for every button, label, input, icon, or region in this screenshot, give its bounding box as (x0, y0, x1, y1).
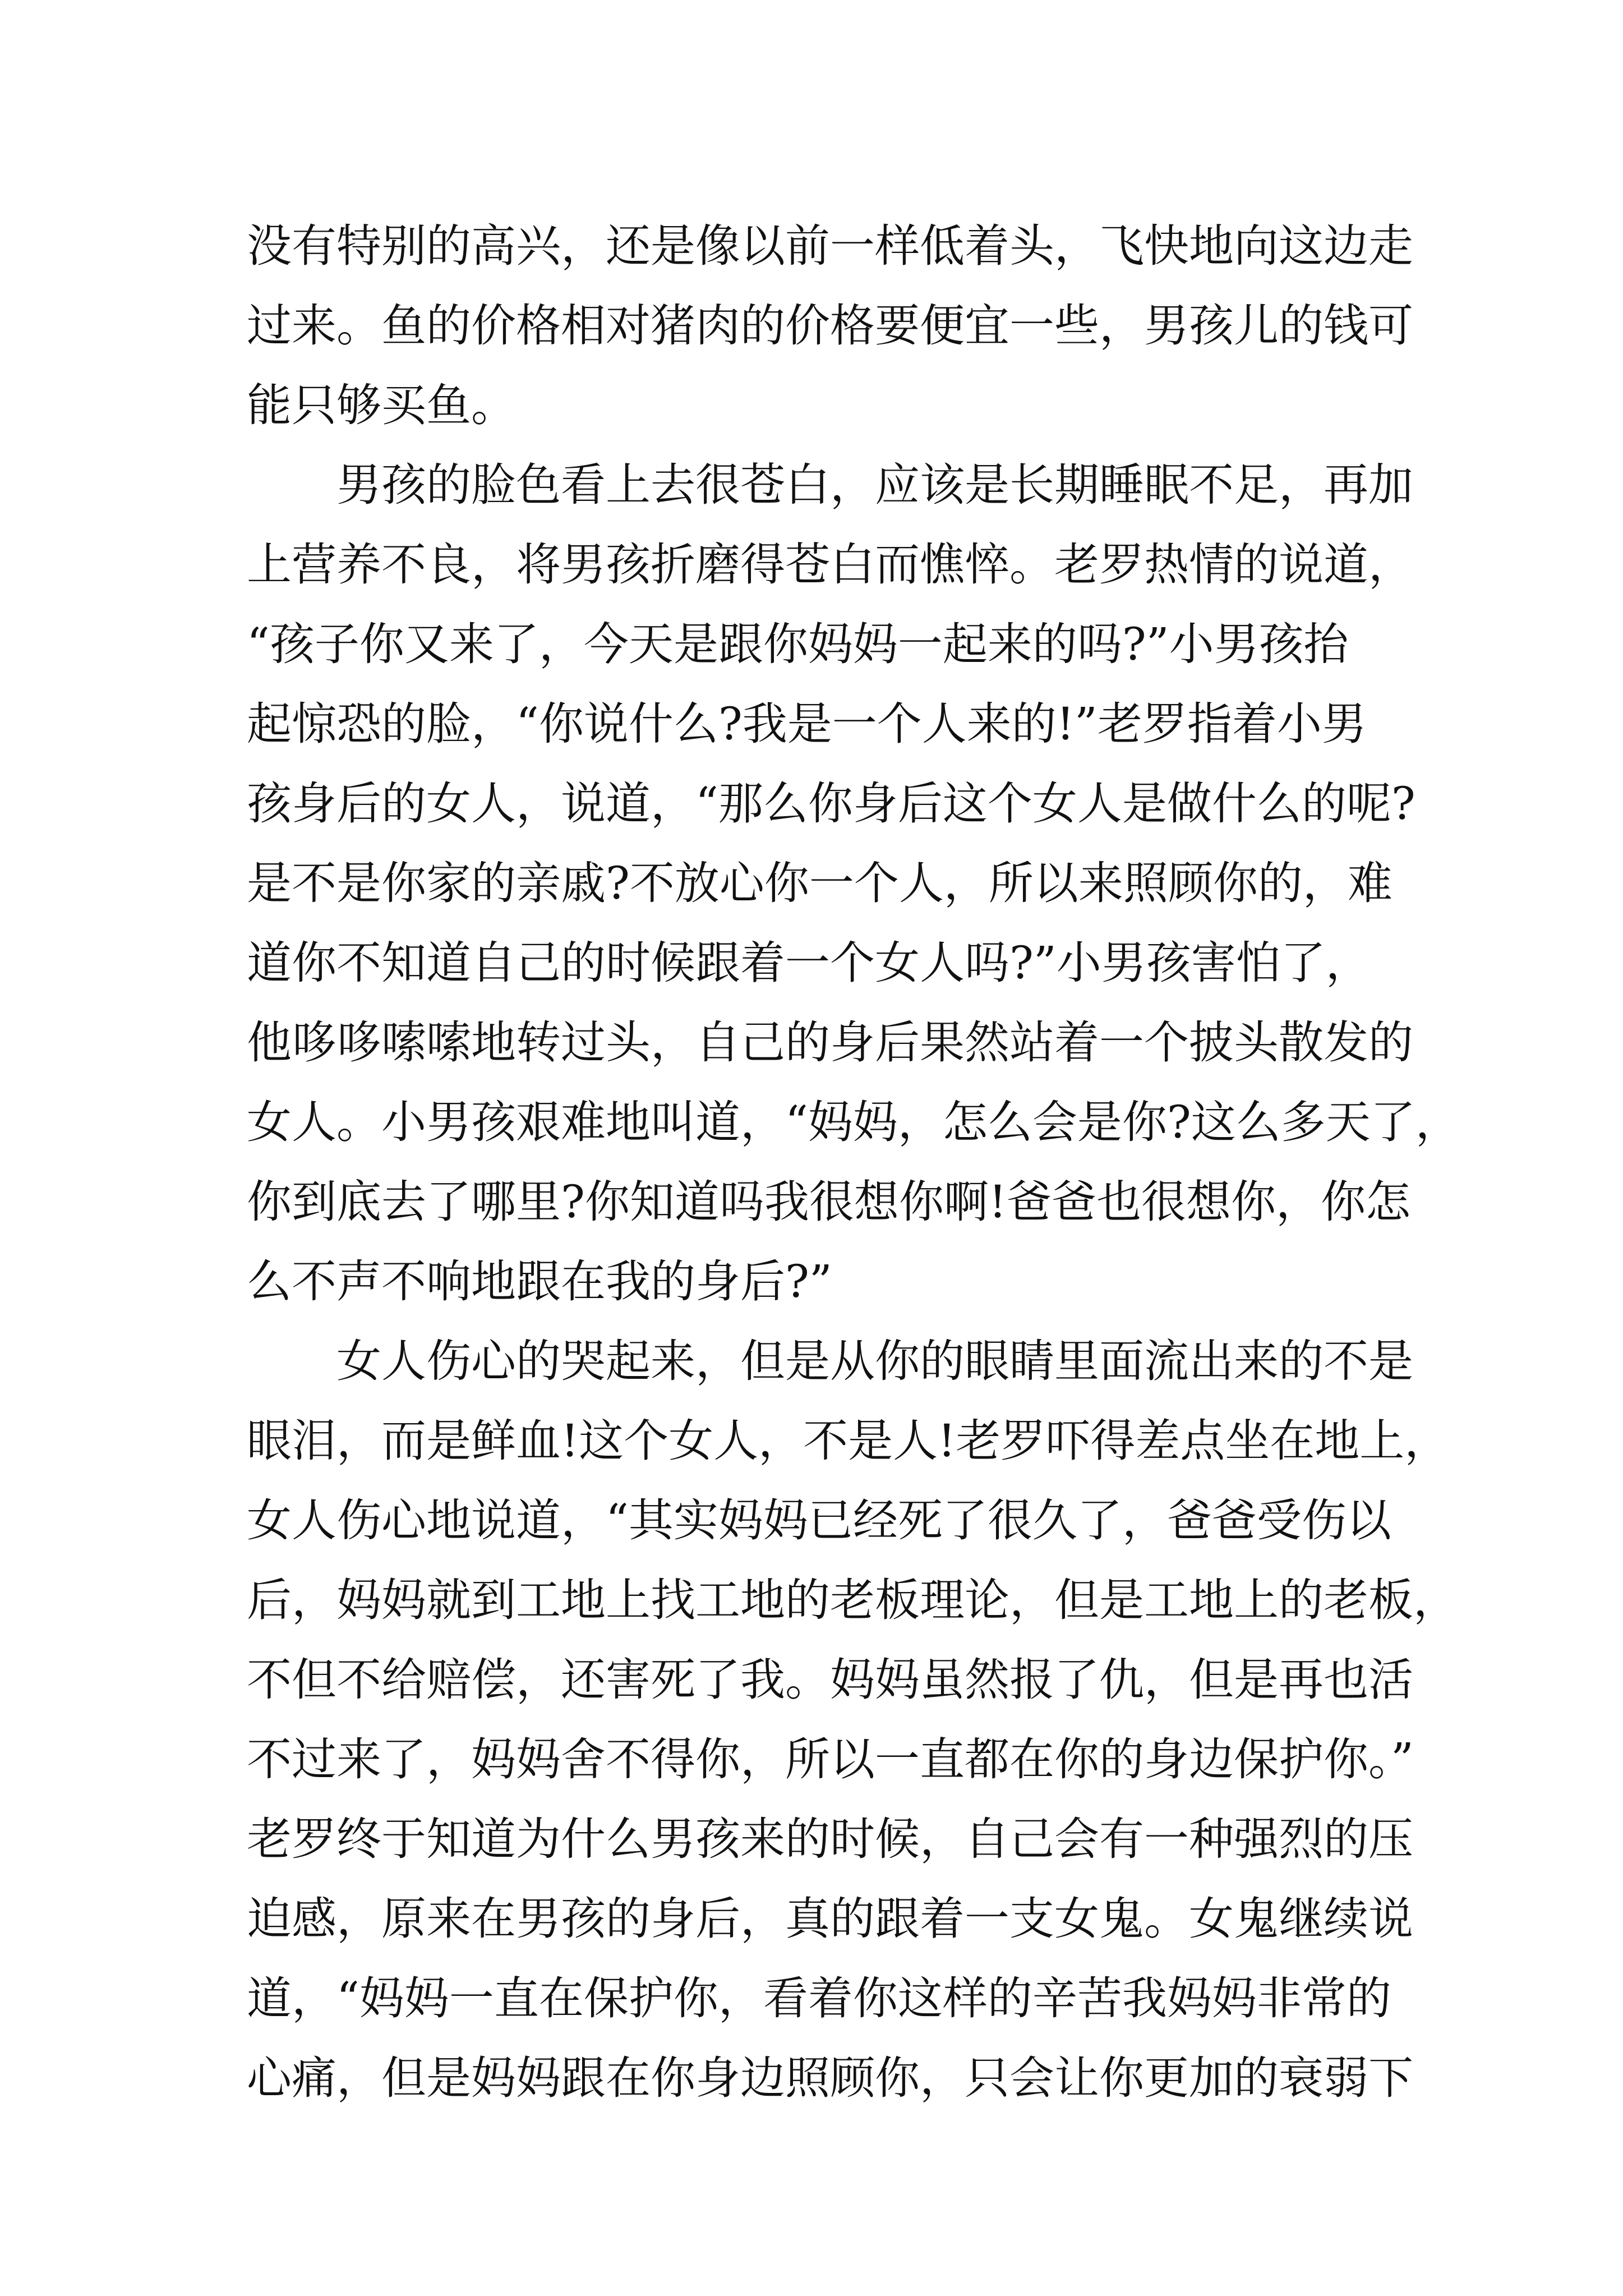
text-line: 男孩的脸色看上去很苍白，应该是长期睡眠不足，再加 (336, 459, 1413, 511)
text-line: 过来。鱼的价格相对猪肉的价格要便宜一些，男孩儿的钱可 (247, 300, 1413, 352)
text-line: 心痛，但是妈妈跟在你身边照顾你，只会让你更加的衰弱下 (247, 2052, 1413, 2104)
text-line: 上营养不良，将男孩折磨得苍白而憔悴。老罗热情的说道， (247, 539, 1413, 591)
text-line: 不但不给赔偿，还害死了我。妈妈虽然报了仇，但是再也活 (247, 1654, 1413, 1706)
text-line: 没有特别的高兴，还是像以前一样低着头，飞快地向这边走 (247, 220, 1413, 272)
text-line: 女人伤心的哭起来，但是从你的眼睛里面流出来的不是 (336, 1335, 1413, 1387)
text-line: 你到底去了哪里?你知道吗我很想你啊!爸爸也很想你，你怎 (247, 1176, 1411, 1228)
text-line: 他哆哆嗦嗦地转过头，自己的身后果然站着一个披头散发的 (247, 1016, 1413, 1069)
text-line: 能只够买鱼。 (247, 379, 516, 431)
text-line: 眼泪，而是鲜血!这个女人，不是人!老罗吓得差点坐在地上， (247, 1415, 1450, 1467)
text-line: 女人。小男孩艰难地叫道，“妈妈，怎么会是你?这么多天了， (247, 1096, 1460, 1148)
text-line: 道，“妈妈一直在保护你，看着你这样的辛苦我妈妈非常的 (247, 1972, 1391, 2024)
text-line: 后，妈妈就到工地上找工地的老板理论，但是工地上的老板， (247, 1574, 1458, 1626)
text-line: “孩子你又来了，今天是跟你妈妈一起来的吗?”小男孩抬 (247, 618, 1349, 670)
text-line: 是不是你家的亲戚?不放心你一个人，所以来照顾你的，难 (247, 857, 1393, 909)
text-line: 道你不知道自己的时候跟着一个女人吗?”小男孩害怕了， (247, 937, 1371, 989)
text-line: 迫感，原来在男孩的身后，真的跟着一支女鬼。女鬼继续说 (247, 1893, 1413, 1945)
text-line: 么不声不响地跟在我的身后?” (247, 1255, 832, 1308)
text-line: 女人伤心地说道，“其实妈妈已经死了很久了，爸爸受伤以 (247, 1494, 1391, 1547)
text-line: 不过来了，妈妈舍不得你，所以一直都在你的身边保护你。” (247, 1733, 1414, 1786)
text-line: 孩身后的女人，说道，“那么你身后这个女人是做什么的呢? (247, 777, 1415, 830)
text-line: 老罗终于知道为什么男孩来的时候，自己会有一种强烈的压 (247, 1813, 1413, 1865)
text-line: 起惊恐的脸，“你说什么?我是一个人来的!”老罗指着小男 (247, 698, 1367, 750)
document-body (247, 206, 1460, 2118)
